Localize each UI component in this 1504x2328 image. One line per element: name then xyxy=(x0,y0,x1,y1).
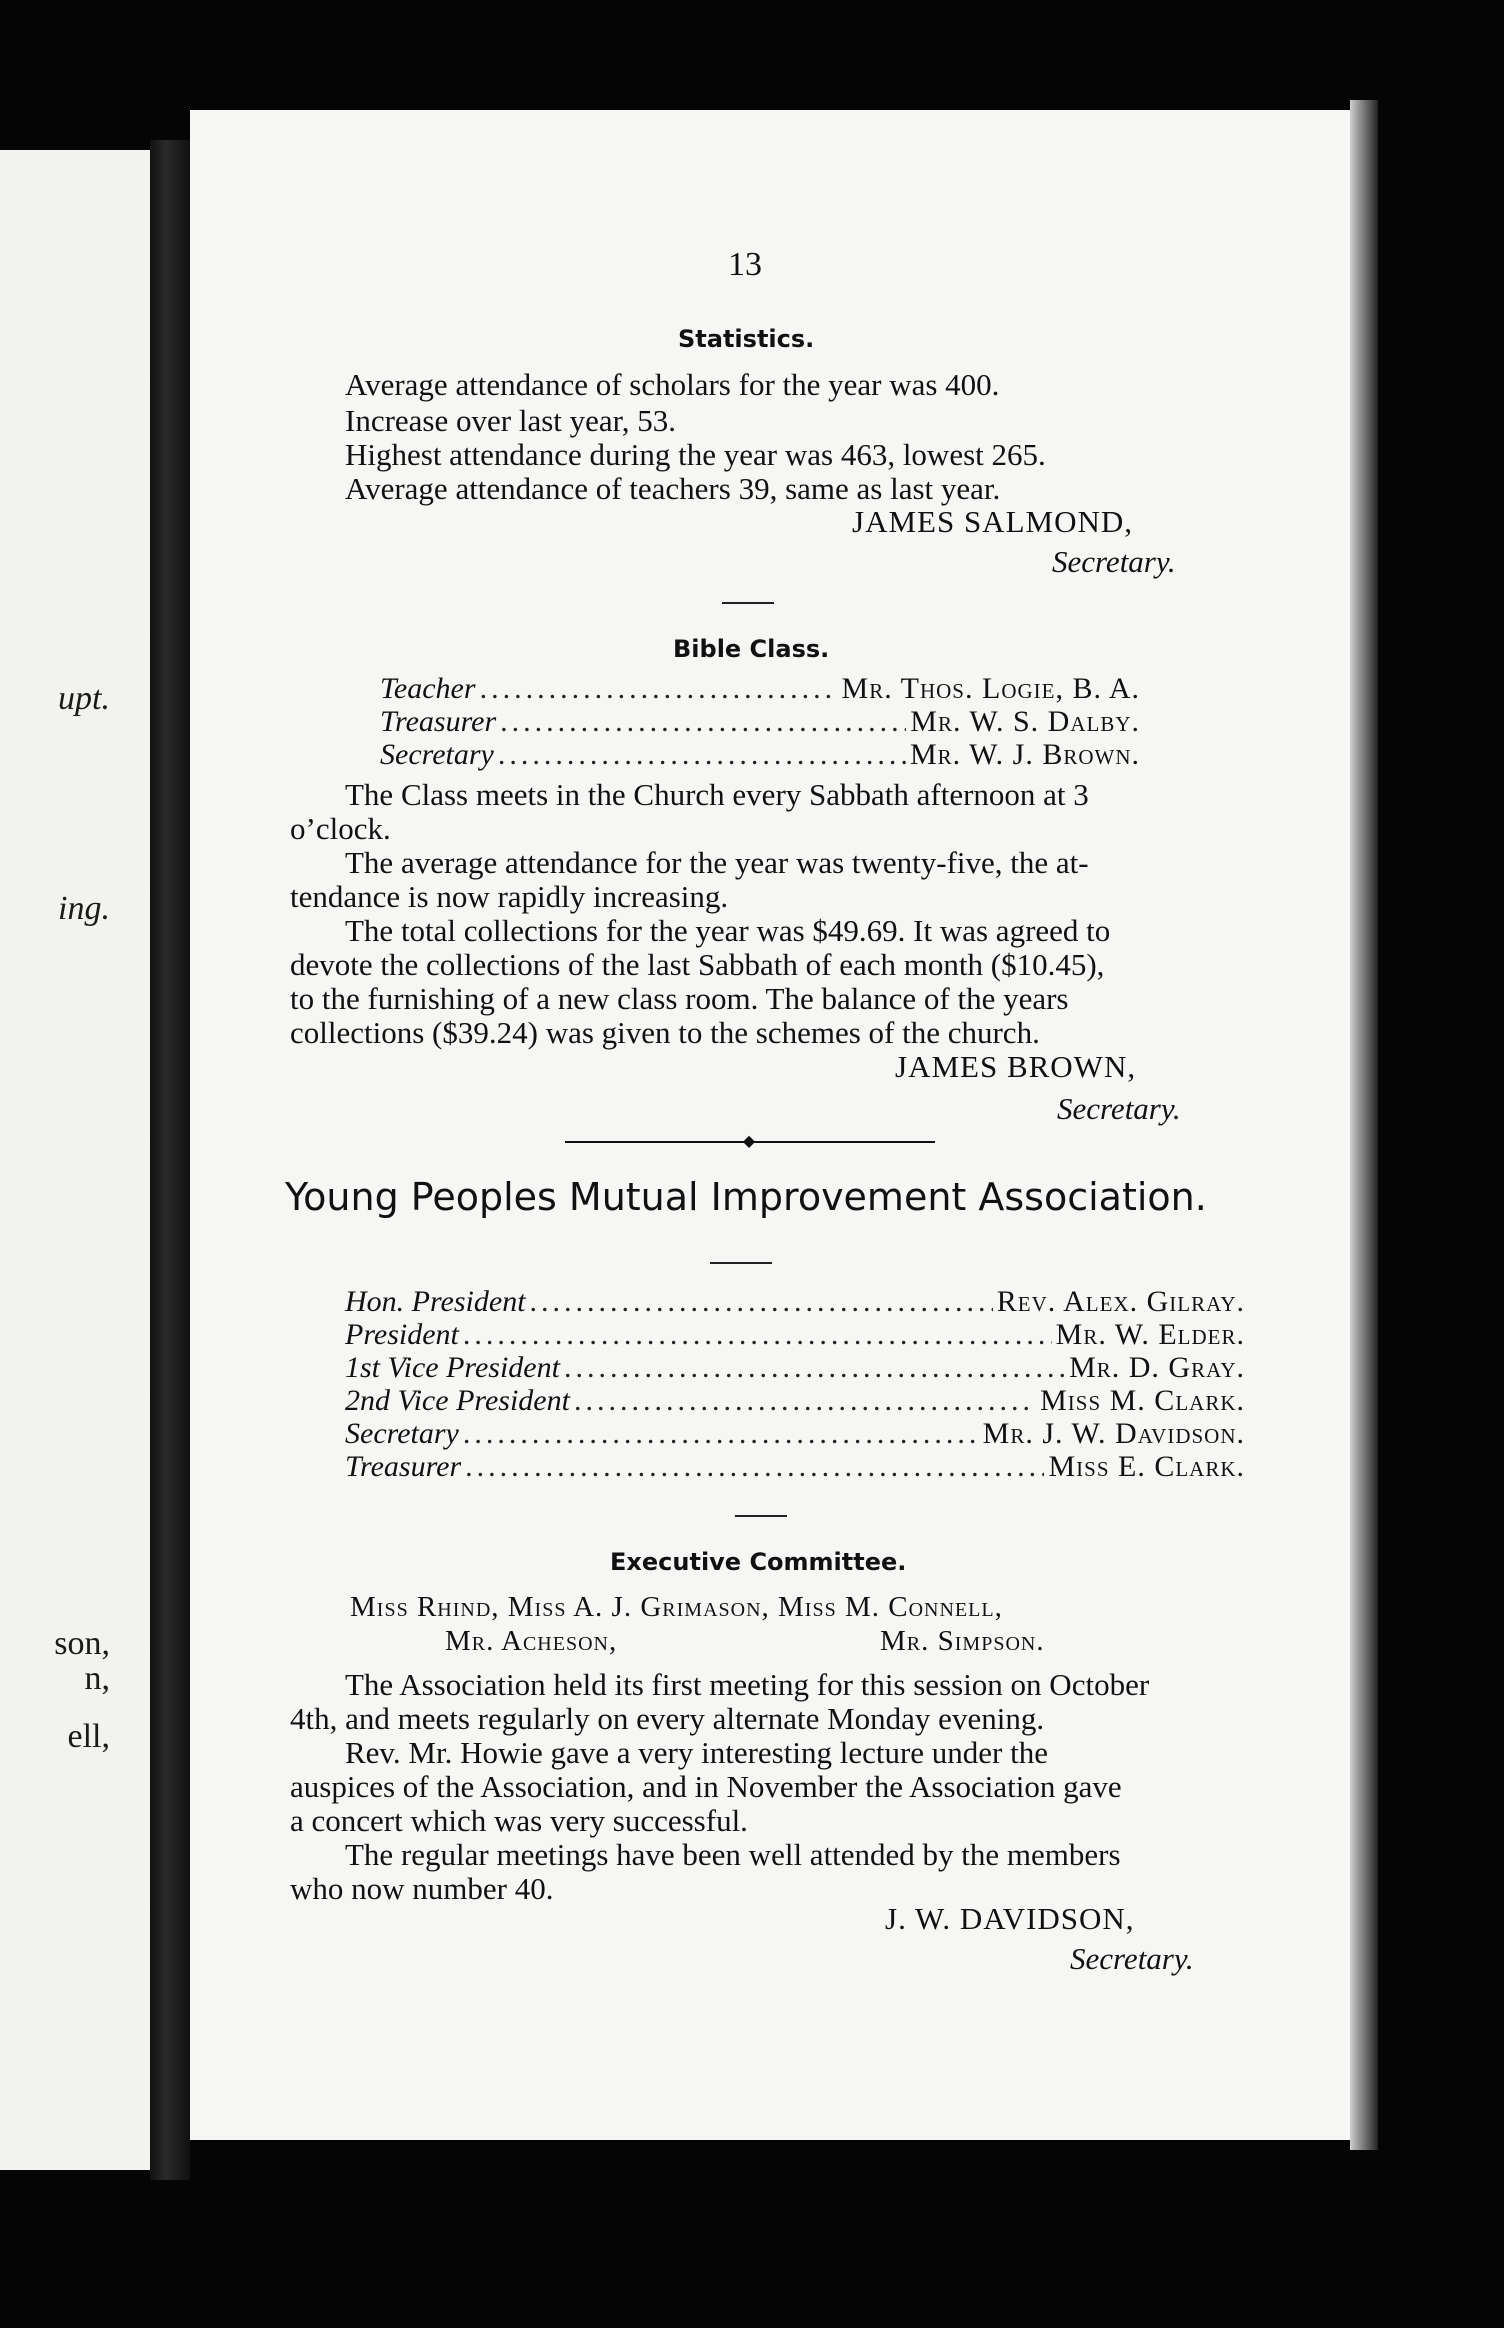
paragraph-line: collections ($39.24) was given to the schemes of the church. xyxy=(290,1015,1040,1050)
paragraph-line: a concert which was very successful. xyxy=(290,1803,748,1838)
bible-class-paragraph xyxy=(290,778,1240,846)
paragraph-line: The regular meetings have been well attended by the members xyxy=(345,1837,1121,1872)
left-fragment: ing. xyxy=(58,890,110,927)
executive-members-line: Miss Rhind, Miss A. J. Grimason, Miss M. Connell, xyxy=(350,1591,1003,1623)
officer-name: Mr. J. W. Davidson. xyxy=(982,1417,1245,1450)
left-fragment: upt. xyxy=(58,680,110,717)
paragraph-line: The Association held its first meeting for this session on October xyxy=(345,1667,1150,1702)
executive-signatory-title: Secretary. xyxy=(1070,1941,1194,1976)
officer-role: Hon. President xyxy=(345,1285,526,1318)
executive-heading: Executive Committee. xyxy=(610,1548,907,1576)
association-officer-row xyxy=(345,1417,1245,1451)
association-officer-row xyxy=(345,1384,1245,1418)
leader-dots xyxy=(465,1450,1044,1484)
statistics-line: Highest attendance during the year was 463, lowest 265. xyxy=(345,437,1046,472)
paragraph-line: auspices of the Association, and in November the Association gave xyxy=(290,1769,1122,1804)
left-facing-page xyxy=(0,150,150,2170)
bible-class-paragraph xyxy=(290,846,1240,914)
officer-role: 2nd Vice President xyxy=(345,1384,570,1417)
paragraph-line: Rev. Mr. Howie gave a very interesting lecture under the xyxy=(345,1735,1048,1770)
section-divider xyxy=(722,602,774,604)
leader-dots xyxy=(564,1351,1065,1385)
bible-class-paragraph xyxy=(290,914,1240,1050)
officer-role: Teacher xyxy=(380,672,476,705)
left-fragment: n, xyxy=(84,1660,110,1697)
leader-dots xyxy=(463,1417,979,1451)
leader-dots xyxy=(574,1384,1036,1418)
association-officer-row xyxy=(345,1318,1245,1352)
officer-role: Treasurer xyxy=(380,705,497,738)
association-officer-row xyxy=(345,1351,1245,1385)
executive-paragraph xyxy=(290,1668,1240,1736)
officer-name: Rev. Alex. Gilray. xyxy=(996,1285,1245,1318)
executive-paragraph xyxy=(290,1838,1240,1906)
statistics-signatory: JAMES SALMOND, xyxy=(852,504,1133,539)
leader-dots xyxy=(498,738,906,772)
bible-class-signatory-title: Secretary. xyxy=(1057,1091,1181,1126)
paragraph-line: The average attendance for the year was twenty-five, the at- xyxy=(345,845,1089,880)
paragraph-line: The Class meets in the Church every Sabbath afternoon at 3 xyxy=(345,777,1089,812)
paragraph-line: tendance is now rapidly increasing. xyxy=(290,879,729,914)
officer-name: Miss M. Clark. xyxy=(1040,1384,1245,1417)
statistics-line: Average attendance of scholars for the year was 400. xyxy=(345,367,1000,402)
officer-name: Mr. W. Elder. xyxy=(1055,1318,1245,1351)
leader-dots xyxy=(500,705,906,739)
bible-class-officer-row xyxy=(380,705,1140,739)
paragraph-line: who now number 40. xyxy=(290,1871,554,1906)
officer-role: 1st Vice President xyxy=(345,1351,560,1384)
association-title: Young Peoples Mutual Improvement Association. xyxy=(285,1175,1207,1219)
section-divider xyxy=(710,1262,772,1264)
officer-role: Treasurer xyxy=(345,1450,462,1483)
leader-dots xyxy=(530,1285,993,1319)
bible-class-signatory: JAMES BROWN, xyxy=(895,1049,1137,1084)
bible-class-officer-row xyxy=(380,738,1140,772)
leader-dots xyxy=(480,672,838,706)
association-officer-row xyxy=(345,1450,1245,1484)
section-divider xyxy=(735,1515,787,1517)
leader-dots xyxy=(463,1318,1052,1352)
paragraph-line: 4th, and meets regularly on every alternate Monday evening. xyxy=(290,1701,1045,1736)
page-number: 13 xyxy=(728,246,762,283)
book-gutter xyxy=(150,140,190,2180)
statistics-heading: Statistics. xyxy=(678,325,815,353)
association-officer-row xyxy=(345,1285,1245,1319)
executive-signatory: J. W. DAVIDSON, xyxy=(885,1901,1135,1936)
executive-paragraph xyxy=(290,1736,1240,1838)
paragraph-line: o’clock. xyxy=(290,811,391,846)
officer-role: Secretary xyxy=(345,1417,459,1450)
paragraph-line: to the furnishing of a new class room. The balance of the years xyxy=(290,981,1069,1016)
officer-name: Mr. W. S. Dalby. xyxy=(910,705,1140,738)
bible-class-officer-row xyxy=(380,672,1140,706)
left-fragment: son, xyxy=(54,1625,110,1662)
paragraph-line: The total collections for the year was $49.69. It was agreed to xyxy=(345,913,1111,948)
bible-class-heading: Bible Class. xyxy=(673,635,830,663)
officer-name: Miss E. Clark. xyxy=(1048,1450,1245,1483)
paragraph-line: devote the collections of the last Sabbath of each month ($10.45), xyxy=(290,947,1105,982)
left-fragment: ell, xyxy=(67,1718,110,1755)
statistics-signatory-title: Secretary. xyxy=(1052,544,1176,579)
officer-name: Mr. D. Gray. xyxy=(1069,1351,1245,1384)
officer-name: Mr. Thos. Logie, B. A. xyxy=(841,672,1140,705)
ornament-icon: ◆ xyxy=(742,1133,756,1150)
executive-member: Mr. Acheson, xyxy=(445,1625,618,1657)
statistics-line: Average attendance of teachers 39, same as last year. xyxy=(345,471,1001,506)
officer-role: President xyxy=(345,1318,459,1351)
officer-role: Secretary xyxy=(380,738,494,771)
statistics-line: Increase over last year, 53. xyxy=(345,403,676,438)
officer-name: Mr. W. J. Brown. xyxy=(909,738,1140,771)
executive-member: Mr. Simpson. xyxy=(880,1625,1045,1657)
page-edge xyxy=(1350,100,1378,2150)
